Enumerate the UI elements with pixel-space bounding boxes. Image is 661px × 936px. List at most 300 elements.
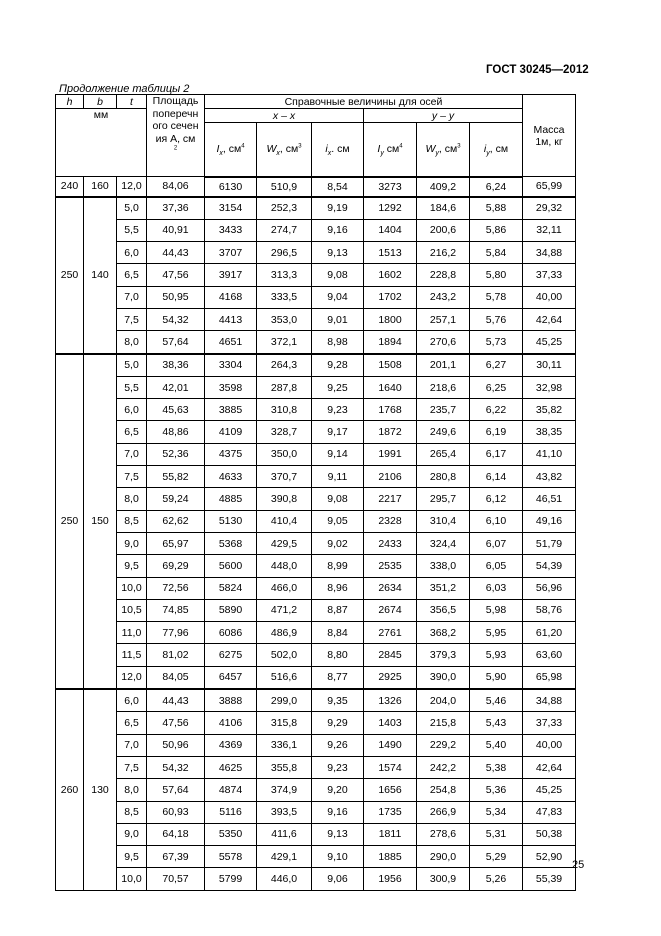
cell: 1490 — [364, 734, 417, 756]
cell: 56,96 — [523, 577, 576, 599]
cell: 6,0 — [117, 399, 147, 421]
cell: 9,13 — [312, 823, 364, 845]
cell: 5,40 — [470, 734, 523, 756]
cell: 8,0 — [117, 331, 147, 354]
cell: 1656 — [364, 779, 417, 801]
cell: 471,2 — [257, 599, 312, 621]
cell: 1574 — [364, 756, 417, 778]
units-mm-header: мм — [56, 109, 147, 177]
cell: 32,11 — [523, 219, 576, 241]
cell: 338,0 — [417, 555, 470, 577]
cell: 9,20 — [312, 779, 364, 801]
cell: 11,5 — [117, 644, 147, 666]
group-h-cell: 240 — [56, 177, 84, 197]
cell: 5,5 — [117, 219, 147, 241]
cell: 4413 — [205, 308, 257, 330]
cell: 201,1 — [417, 354, 470, 377]
cell: 2761 — [364, 622, 417, 644]
cell: 328,7 — [257, 421, 312, 443]
table-row — [56, 644, 576, 666]
cell: 2535 — [364, 555, 417, 577]
table-row — [56, 846, 576, 868]
cell: 5,0 — [117, 197, 147, 220]
cell: 5,80 — [470, 264, 523, 286]
cell: 6,27 — [470, 354, 523, 377]
cell: 1602 — [364, 264, 417, 286]
cell: 5,38 — [470, 756, 523, 778]
cell: 5,93 — [470, 644, 523, 666]
cell: 295,7 — [417, 488, 470, 510]
table-row — [56, 308, 576, 330]
cell: 410,4 — [257, 510, 312, 532]
cell: 2433 — [364, 532, 417, 554]
cell: 4651 — [205, 331, 257, 354]
cell: 5,43 — [470, 712, 523, 734]
cell: 324,4 — [417, 532, 470, 554]
cell: 5578 — [205, 846, 257, 868]
table-row — [56, 756, 576, 778]
table-row — [56, 488, 576, 510]
cell: 2217 — [364, 488, 417, 510]
table-row — [56, 622, 576, 644]
cell: 390,8 — [257, 488, 312, 510]
table-row — [56, 532, 576, 554]
table-row — [56, 689, 576, 712]
cell: 486,9 — [257, 622, 312, 644]
cell: 379,3 — [417, 644, 470, 666]
col-Wx-header: $W_x$, $см^3$ — [257, 123, 312, 177]
cell: 65,98 — [523, 666, 576, 689]
cell: 6,0 — [117, 689, 147, 712]
reference-values-header: Справочные величины для осей — [205, 95, 523, 109]
cell: 2634 — [364, 577, 417, 599]
cell: 274,7 — [257, 219, 312, 241]
cell: 12,0 — [117, 666, 147, 689]
table-row — [56, 399, 576, 421]
table-row — [56, 421, 576, 443]
cell: 5,84 — [470, 242, 523, 264]
cell: 52,36 — [147, 443, 205, 465]
cell: 1326 — [364, 689, 417, 712]
table-row — [56, 331, 576, 354]
cell: 265,4 — [417, 443, 470, 465]
cell: 372,1 — [257, 331, 312, 354]
cell: 84,05 — [147, 666, 205, 689]
cell: 6,5 — [117, 264, 147, 286]
cell: 55,82 — [147, 466, 205, 488]
cell: 2106 — [364, 466, 417, 488]
table-row — [56, 823, 576, 845]
table-row — [56, 868, 576, 890]
cell: 299,0 — [257, 689, 312, 712]
cell: 9,06 — [312, 868, 364, 890]
cell: 3304 — [205, 354, 257, 377]
cell: 4109 — [205, 421, 257, 443]
col-area-header — [147, 95, 205, 177]
cell: 1640 — [364, 376, 417, 398]
cell: 446,0 — [257, 868, 312, 890]
cell: 54,39 — [523, 555, 576, 577]
cell: 333,5 — [257, 286, 312, 308]
cell: 51,79 — [523, 532, 576, 554]
cell: 1894 — [364, 331, 417, 354]
col-b-header: b — [84, 95, 117, 109]
cell: 296,5 — [257, 242, 312, 264]
cell: 5,29 — [470, 846, 523, 868]
cell: 50,38 — [523, 823, 576, 845]
cell: 47,83 — [523, 801, 576, 823]
table-row — [56, 242, 576, 264]
cell: 50,96 — [147, 734, 205, 756]
cell: 7,5 — [117, 756, 147, 778]
cell: 2328 — [364, 510, 417, 532]
cell: 287,8 — [257, 376, 312, 398]
cell: 6275 — [205, 644, 257, 666]
cell: 9,10 — [312, 846, 364, 868]
cell: 6,25 — [470, 376, 523, 398]
cell: 44,43 — [147, 689, 205, 712]
cell: 409,2 — [417, 177, 470, 197]
cell: 1991 — [364, 443, 417, 465]
cell: 9,17 — [312, 421, 364, 443]
cell: 9,5 — [117, 555, 147, 577]
cell: 5,26 — [470, 868, 523, 890]
cell: 5,86 — [470, 219, 523, 241]
cell: 204,0 — [417, 689, 470, 712]
cell: 290,0 — [417, 846, 470, 868]
cell: 5,31 — [470, 823, 523, 845]
cell: 6,24 — [470, 177, 523, 197]
group-b-cell: 150 — [84, 354, 117, 689]
cell: 466,0 — [257, 577, 312, 599]
cell: 8,0 — [117, 488, 147, 510]
col-Iy-header: $I_y$ $см^4$ — [364, 123, 417, 177]
cell: 3154 — [205, 197, 257, 220]
cell: 37,33 — [523, 712, 576, 734]
cell: 69,29 — [147, 555, 205, 577]
area-exponent: 2 — [173, 145, 178, 152]
cell: 6130 — [205, 177, 257, 197]
cell: 5,36 — [470, 779, 523, 801]
cell: 50,95 — [147, 286, 205, 308]
cell: 9,25 — [312, 376, 364, 398]
cell: 6,22 — [470, 399, 523, 421]
cell: 9,0 — [117, 532, 147, 554]
cell: 242,2 — [417, 756, 470, 778]
cell: 9,23 — [312, 756, 364, 778]
cell: 300,9 — [417, 868, 470, 890]
cell: 52,90 — [523, 846, 576, 868]
cell: 280,8 — [417, 466, 470, 488]
cell: 54,32 — [147, 756, 205, 778]
cell: 3888 — [205, 689, 257, 712]
cell: 3917 — [205, 264, 257, 286]
cell: 1956 — [364, 868, 417, 890]
profile-table — [55, 94, 576, 891]
cell: 40,91 — [147, 219, 205, 241]
group-b-cell: 160 — [84, 177, 117, 197]
cell: 278,6 — [417, 823, 470, 845]
cell: 9,16 — [312, 801, 364, 823]
cell: 47,56 — [147, 264, 205, 286]
cell: 11,0 — [117, 622, 147, 644]
cell: 57,64 — [147, 331, 205, 354]
table-row — [56, 354, 576, 377]
cell: 315,8 — [257, 712, 312, 734]
cell: 70,57 — [147, 868, 205, 890]
cell: 266,9 — [417, 801, 470, 823]
cell: 4633 — [205, 466, 257, 488]
cell: 9,11 — [312, 466, 364, 488]
cell: 34,88 — [523, 689, 576, 712]
cell: 10,0 — [117, 577, 147, 599]
cell: 59,24 — [147, 488, 205, 510]
cell: 429,1 — [257, 846, 312, 868]
cell: 54,32 — [147, 308, 205, 330]
standard-designation: ГОСТ 30245—2012 — [486, 64, 589, 76]
table-row — [56, 264, 576, 286]
cell: 5350 — [205, 823, 257, 845]
col-h-header: h — [56, 95, 84, 109]
cell: 9,08 — [312, 264, 364, 286]
cell: 393,5 — [257, 801, 312, 823]
cell: 2845 — [364, 644, 417, 666]
cell: 45,63 — [147, 399, 205, 421]
cell: 1508 — [364, 354, 417, 377]
cell: 45,25 — [523, 779, 576, 801]
cell: 37,33 — [523, 264, 576, 286]
cell: 5,34 — [470, 801, 523, 823]
cell: 30,11 — [523, 354, 576, 377]
cell: 257,1 — [417, 308, 470, 330]
table-header — [56, 95, 576, 177]
cell: 374,9 — [257, 779, 312, 801]
cell: 5,90 — [470, 666, 523, 689]
cell: 5799 — [205, 868, 257, 890]
col-mass-header: Масса 1м, кг — [523, 95, 576, 177]
cell: 6,5 — [117, 712, 147, 734]
table-row — [56, 599, 576, 621]
cell: 6,19 — [470, 421, 523, 443]
cell: 411,6 — [257, 823, 312, 845]
cell: 74,85 — [147, 599, 205, 621]
cell: 8,77 — [312, 666, 364, 689]
col-ix-header: $i_x$. см — [312, 123, 364, 177]
cell: 1768 — [364, 399, 417, 421]
cell: 9,01 — [312, 308, 364, 330]
cell: 7,5 — [117, 308, 147, 330]
cell: 65,99 — [523, 177, 576, 197]
cell: 4874 — [205, 779, 257, 801]
cell: 4375 — [205, 443, 257, 465]
cell: 10,0 — [117, 868, 147, 890]
cell: 1811 — [364, 823, 417, 845]
cell: 510,9 — [257, 177, 312, 197]
col-iy-header: $i_y$, см — [470, 123, 523, 177]
table-row — [56, 577, 576, 599]
col-Ix-header: $I_x$, $см^4$ — [205, 123, 257, 177]
cell: 8,87 — [312, 599, 364, 621]
cell: 390,0 — [417, 666, 470, 689]
cell: 429,5 — [257, 532, 312, 554]
cell: 516,6 — [257, 666, 312, 689]
cell: 55,39 — [523, 868, 576, 890]
cell: 1735 — [364, 801, 417, 823]
cell: 3273 — [364, 177, 417, 197]
cell: 5824 — [205, 577, 257, 599]
area-label: Площадь поперечного сечения А, см — [152, 95, 199, 145]
cell: 6457 — [205, 666, 257, 689]
cell: 5,76 — [470, 308, 523, 330]
cell: 8,5 — [117, 801, 147, 823]
cell: 1872 — [364, 421, 417, 443]
cell: 47,56 — [147, 712, 205, 734]
cell: 38,35 — [523, 421, 576, 443]
cell: 229,2 — [417, 734, 470, 756]
table-row — [56, 177, 576, 197]
cell: 228,8 — [417, 264, 470, 286]
group-h-cell: 250 — [56, 354, 84, 689]
cell: 12,0 — [117, 177, 147, 197]
cell: 355,8 — [257, 756, 312, 778]
cell: 9,05 — [312, 510, 364, 532]
cell: 7,5 — [117, 466, 147, 488]
cell: 2925 — [364, 666, 417, 689]
cell: 6,12 — [470, 488, 523, 510]
col-t-header: t — [117, 95, 147, 109]
cell: 46,51 — [523, 488, 576, 510]
cell: 270,6 — [417, 331, 470, 354]
cell: 1885 — [364, 846, 417, 868]
table-row — [56, 666, 576, 689]
cell: 7,0 — [117, 443, 147, 465]
cell: 3885 — [205, 399, 257, 421]
cell: 77,96 — [147, 622, 205, 644]
cell: 1513 — [364, 242, 417, 264]
cell: 42,64 — [523, 308, 576, 330]
cell: 313,3 — [257, 264, 312, 286]
cell: 6,17 — [470, 443, 523, 465]
cell: 8,99 — [312, 555, 364, 577]
table-row — [56, 286, 576, 308]
cell: 1702 — [364, 286, 417, 308]
cell: 6,0 — [117, 242, 147, 264]
cell: 5,95 — [470, 622, 523, 644]
cell: 9,5 — [117, 846, 147, 868]
cell: 9,13 — [312, 242, 364, 264]
cell: 6,14 — [470, 466, 523, 488]
cell: 184,6 — [417, 197, 470, 220]
cell: 1292 — [364, 197, 417, 220]
cell: 218,6 — [417, 376, 470, 398]
cell: 9,35 — [312, 689, 364, 712]
cell: 1404 — [364, 219, 417, 241]
cell: 5,98 — [470, 599, 523, 621]
cell: 216,2 — [417, 242, 470, 264]
cell: 37,36 — [147, 197, 205, 220]
cell: 4885 — [205, 488, 257, 510]
cell: 6,07 — [470, 532, 523, 554]
cell: 254,8 — [417, 779, 470, 801]
cell: 84,06 — [147, 177, 205, 197]
cell: 353,0 — [257, 308, 312, 330]
table-row — [56, 197, 576, 220]
cell: 41,10 — [523, 443, 576, 465]
cell: 6,10 — [470, 510, 523, 532]
table-row — [56, 734, 576, 756]
group-h-cell: 260 — [56, 689, 84, 890]
cell: 7,0 — [117, 286, 147, 308]
page-number: 25 — [572, 859, 585, 871]
cell: 8,96 — [312, 577, 364, 599]
cell: 29,32 — [523, 197, 576, 220]
table-row — [56, 466, 576, 488]
table-row — [56, 510, 576, 532]
cell: 49,16 — [523, 510, 576, 532]
cell: 6,05 — [470, 555, 523, 577]
cell: 8,84 — [312, 622, 364, 644]
cell: 9,19 — [312, 197, 364, 220]
cell: 57,64 — [147, 779, 205, 801]
cell: 58,76 — [523, 599, 576, 621]
cell: 252,3 — [257, 197, 312, 220]
cell: 9,0 — [117, 823, 147, 845]
cell: 5,46 — [470, 689, 523, 712]
cell: 9,02 — [312, 532, 364, 554]
cell: 40,00 — [523, 286, 576, 308]
cell: 9,16 — [312, 219, 364, 241]
cell: 2674 — [364, 599, 417, 621]
col-Wy-header: $W_y$, $см^3$ — [417, 123, 470, 177]
cell: 310,8 — [257, 399, 312, 421]
table-row — [56, 801, 576, 823]
cell: 8,0 — [117, 779, 147, 801]
cell: 502,0 — [257, 644, 312, 666]
group-b-cell: 140 — [84, 197, 117, 354]
table-row — [56, 555, 576, 577]
cell: 5,5 — [117, 376, 147, 398]
cell: 6086 — [205, 622, 257, 644]
cell: 350,0 — [257, 443, 312, 465]
group-b-cell: 130 — [84, 689, 117, 890]
cell: 6,5 — [117, 421, 147, 443]
cell: 249,6 — [417, 421, 470, 443]
cell: 351,2 — [417, 577, 470, 599]
cell: 243,2 — [417, 286, 470, 308]
group-h-cell: 250 — [56, 197, 84, 354]
cell: 34,88 — [523, 242, 576, 264]
cell: 5,73 — [470, 331, 523, 354]
cell: 42,64 — [523, 756, 576, 778]
cell: 5890 — [205, 599, 257, 621]
cell: 9,28 — [312, 354, 364, 377]
cell: 9,29 — [312, 712, 364, 734]
cell: 264,3 — [257, 354, 312, 377]
cell: 356,5 — [417, 599, 470, 621]
table-continuation-caption: Продолжение таблицы 2 — [59, 83, 190, 95]
cell: 9,08 — [312, 488, 364, 510]
cell: 1800 — [364, 308, 417, 330]
table-row — [56, 779, 576, 801]
cell: 368,2 — [417, 622, 470, 644]
cell: 40,00 — [523, 734, 576, 756]
table-body — [56, 177, 576, 891]
cell: 200,6 — [417, 219, 470, 241]
cell: 9,14 — [312, 443, 364, 465]
cell: 4625 — [205, 756, 257, 778]
cell: 5,78 — [470, 286, 523, 308]
cell: 35,82 — [523, 399, 576, 421]
